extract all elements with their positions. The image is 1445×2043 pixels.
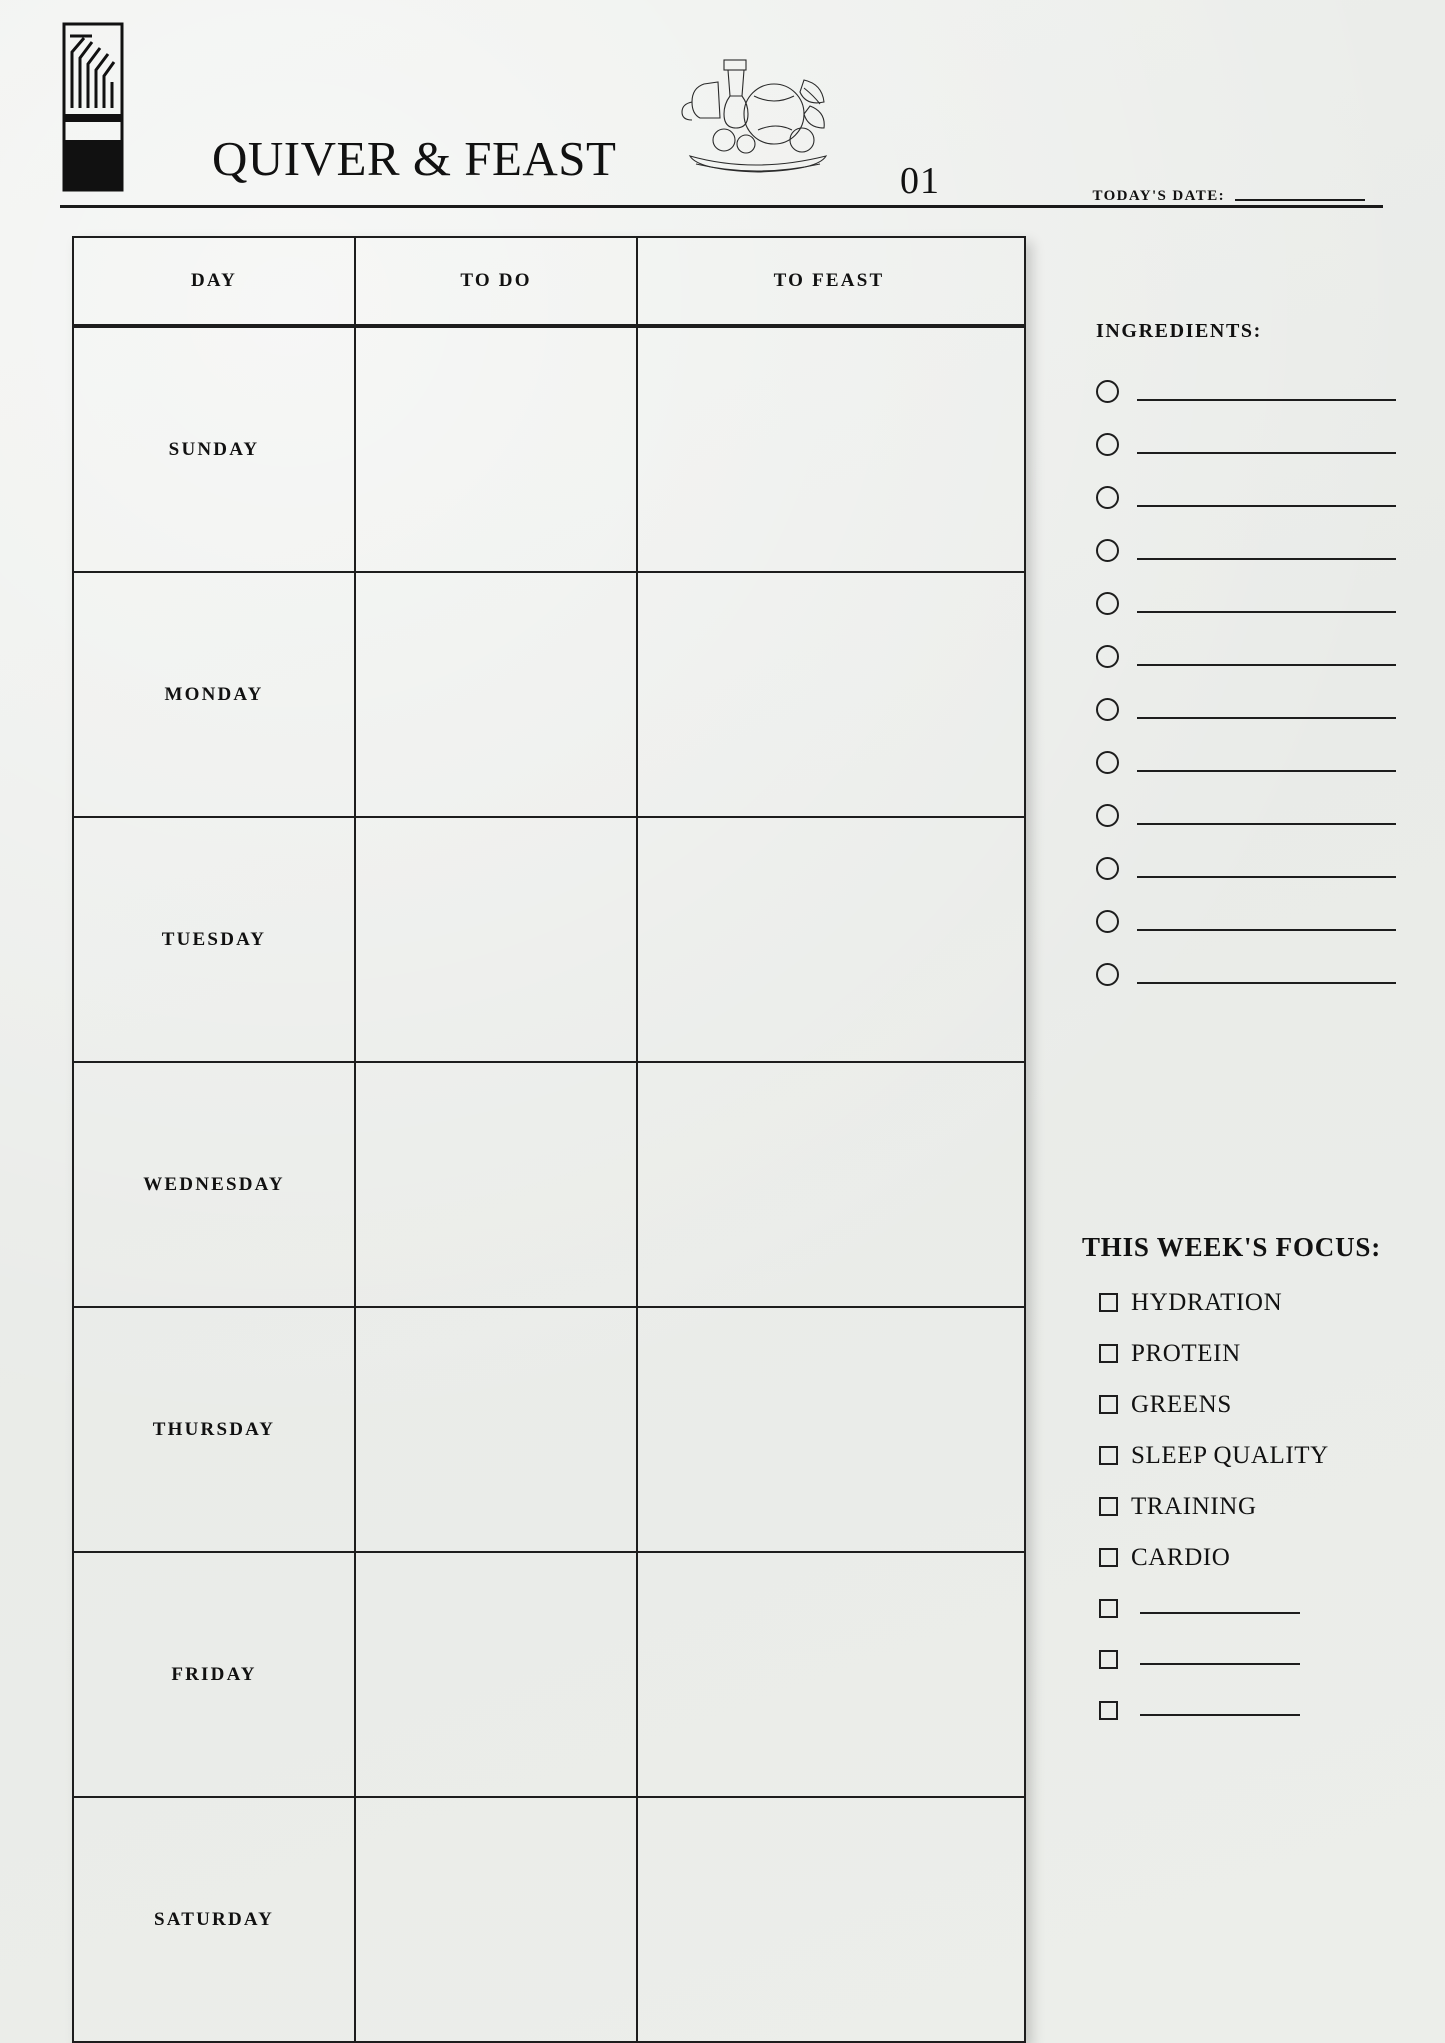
day-label: TUESDAY xyxy=(161,928,267,950)
table-row xyxy=(74,326,1024,571)
ingredient-item[interactable] xyxy=(1096,789,1396,842)
table-row xyxy=(74,1551,1024,1796)
square-checkbox-icon[interactable] xyxy=(1099,1446,1118,1465)
feast-cell[interactable] xyxy=(638,818,1020,1061)
focus-item-blank[interactable] xyxy=(1082,1634,1402,1685)
focus-item-blank[interactable] xyxy=(1082,1583,1402,1634)
circle-checkbox-icon[interactable] xyxy=(1096,486,1119,509)
weekly-focus-title: THIS WEEK'S FOCUS: xyxy=(1082,1232,1381,1262)
ingredient-item[interactable] xyxy=(1096,524,1396,577)
ingredient-write-line[interactable] xyxy=(1137,664,1396,666)
ingredient-write-line[interactable] xyxy=(1137,770,1396,772)
ingredient-item[interactable] xyxy=(1096,471,1396,524)
table-header-row xyxy=(74,238,1024,326)
focus-item[interactable] xyxy=(1082,1532,1402,1583)
day-label: SATURDAY xyxy=(153,1908,274,1930)
todays-date-label: TODAY'S DATE: xyxy=(1092,188,1225,204)
feast-cell[interactable] xyxy=(638,1308,1020,1551)
focus-item-label: PROTEIN xyxy=(1131,1339,1241,1367)
ingredient-write-line[interactable] xyxy=(1137,876,1396,878)
ingredient-write-line[interactable] xyxy=(1137,558,1396,560)
ingredient-write-line[interactable] xyxy=(1137,823,1396,825)
circle-checkbox-icon[interactable] xyxy=(1096,751,1119,774)
circle-checkbox-icon[interactable] xyxy=(1096,804,1119,827)
focus-item-label: GREENS xyxy=(1131,1390,1232,1418)
feast-cell[interactable] xyxy=(638,1063,1020,1306)
issue-number: 01 xyxy=(900,160,940,202)
column-header-feast: TO FEAST xyxy=(773,270,885,291)
ingredient-item[interactable] xyxy=(1096,577,1396,630)
todo-cell[interactable] xyxy=(356,573,638,816)
square-checkbox-icon[interactable] xyxy=(1099,1344,1118,1363)
circle-checkbox-icon[interactable] xyxy=(1096,380,1119,403)
table-row xyxy=(74,816,1024,1061)
square-checkbox-icon[interactable] xyxy=(1099,1395,1118,1414)
day-label: FRIDAY xyxy=(171,1663,257,1685)
weekly-focus-panel xyxy=(1082,1232,1402,1736)
feast-cell[interactable] xyxy=(638,573,1020,816)
column-header-day: DAY xyxy=(74,238,356,324)
focus-write-line[interactable] xyxy=(1140,1663,1300,1665)
day-label: MONDAY xyxy=(164,683,264,705)
ingredient-write-line[interactable] xyxy=(1137,399,1396,401)
focus-item[interactable] xyxy=(1082,1328,1402,1379)
focus-item[interactable] xyxy=(1082,1481,1402,1532)
table-row xyxy=(74,1306,1024,1551)
ingredients-title: INGREDIENTS: xyxy=(1096,320,1262,342)
focus-item-blank[interactable] xyxy=(1082,1685,1402,1736)
feast-cell[interactable] xyxy=(638,1553,1020,1796)
column-header-todo: TO DO xyxy=(356,238,638,324)
circle-checkbox-icon[interactable] xyxy=(1096,857,1119,880)
header-divider xyxy=(60,205,1383,208)
ingredients-panel xyxy=(1096,320,1396,1001)
circle-checkbox-icon[interactable] xyxy=(1096,539,1119,562)
focus-item-label: HYDRATION xyxy=(1131,1288,1283,1316)
ingredient-item[interactable] xyxy=(1096,365,1396,418)
square-checkbox-icon[interactable] xyxy=(1099,1293,1118,1312)
page-title: QUIVER & FEAST xyxy=(212,131,617,186)
ingredient-item[interactable] xyxy=(1096,948,1396,1001)
square-checkbox-icon[interactable] xyxy=(1099,1548,1118,1567)
circle-checkbox-icon[interactable] xyxy=(1096,433,1119,456)
ingredient-item[interactable] xyxy=(1096,895,1396,948)
square-checkbox-icon[interactable] xyxy=(1099,1497,1118,1516)
table-row xyxy=(74,1796,1024,2041)
todo-cell[interactable] xyxy=(356,1798,638,2041)
page-header xyxy=(62,22,1383,212)
ingredient-write-line[interactable] xyxy=(1137,505,1396,507)
focus-item[interactable] xyxy=(1082,1430,1402,1481)
art-deco-monogram-icon xyxy=(62,22,124,192)
circle-checkbox-icon[interactable] xyxy=(1096,645,1119,668)
ingredient-item[interactable] xyxy=(1096,630,1396,683)
todays-date-rule xyxy=(1235,199,1365,201)
ingredient-item[interactable] xyxy=(1096,683,1396,736)
feast-cell[interactable] xyxy=(638,328,1020,571)
still-life-fruit-bowl-icon xyxy=(662,44,847,199)
square-checkbox-icon[interactable] xyxy=(1099,1650,1118,1669)
focus-item-label: TRAINING xyxy=(1131,1492,1257,1520)
focus-item[interactable] xyxy=(1082,1277,1402,1328)
circle-checkbox-icon[interactable] xyxy=(1096,592,1119,615)
day-label: SUNDAY xyxy=(168,438,260,460)
table-row xyxy=(74,1061,1024,1306)
ingredient-write-line[interactable] xyxy=(1137,717,1396,719)
ingredient-write-line[interactable] xyxy=(1137,929,1396,931)
ingredient-item[interactable] xyxy=(1096,736,1396,789)
focus-write-line[interactable] xyxy=(1140,1612,1300,1614)
ingredient-item[interactable] xyxy=(1096,842,1396,895)
todo-cell[interactable] xyxy=(356,818,638,1061)
ingredient-write-line[interactable] xyxy=(1137,611,1396,613)
todays-date-field[interactable] xyxy=(1092,188,1365,205)
ingredient-write-line[interactable] xyxy=(1137,982,1396,984)
circle-checkbox-icon[interactable] xyxy=(1096,698,1119,721)
table-row xyxy=(74,571,1024,816)
ingredient-write-line[interactable] xyxy=(1137,452,1396,454)
square-checkbox-icon[interactable] xyxy=(1099,1701,1118,1720)
circle-checkbox-icon[interactable] xyxy=(1096,910,1119,933)
square-checkbox-icon[interactable] xyxy=(1099,1599,1118,1618)
circle-checkbox-icon[interactable] xyxy=(1096,963,1119,986)
ingredient-item[interactable] xyxy=(1096,418,1396,471)
todo-cell[interactable] xyxy=(356,1553,638,1796)
focus-item[interactable] xyxy=(1082,1379,1402,1430)
day-label: THURSDAY xyxy=(152,1418,276,1440)
todo-cell[interactable] xyxy=(356,1308,638,1551)
todo-cell[interactable] xyxy=(356,1063,638,1306)
todo-cell[interactable] xyxy=(356,328,638,571)
focus-item-label: SLEEP QUALITY xyxy=(1131,1441,1329,1469)
weekly-planner-table xyxy=(72,236,1026,2043)
focus-item-label: CARDIO xyxy=(1131,1543,1231,1571)
day-label: WEDNESDAY xyxy=(143,1173,285,1195)
feast-cell[interactable] xyxy=(638,1798,1020,2041)
focus-write-line[interactable] xyxy=(1140,1714,1300,1716)
